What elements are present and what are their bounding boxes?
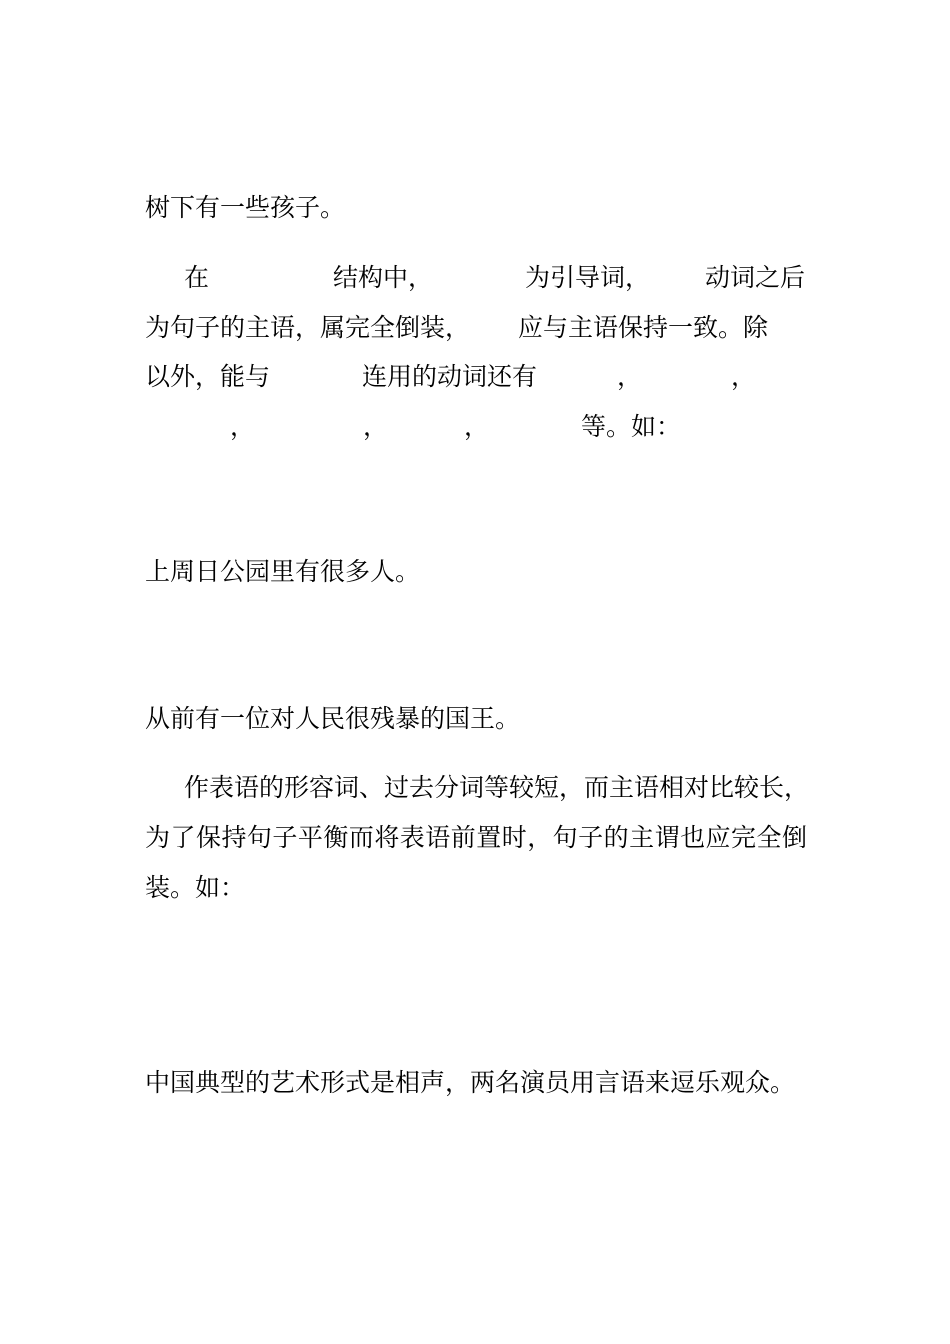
p1-l3-part-b: 连用的动词还有 <box>362 362 538 391</box>
p1-l1-part-c: 为引导词， <box>525 263 651 292</box>
p1-l4-part-a: ， <box>230 412 256 441</box>
paragraph-1-line-2 <box>0 313 950 343</box>
p1-l3-part-d: ， <box>731 362 757 391</box>
paragraph-2-line-3: 装。如： <box>145 873 246 902</box>
example-sentence-2: 上周日公园里有很多人。 <box>145 557 421 586</box>
example-sentence-3: 从前有一位对人民很残暴的国王。 <box>145 704 521 733</box>
p1-l1-part-b: 结构中， <box>333 263 434 292</box>
p1-l4-part-b: ， <box>363 412 389 441</box>
paragraph-1-line-1 <box>0 263 950 293</box>
p1-l2-part-b: 应与主语保持一致。除 <box>518 313 769 342</box>
paragraph-2-line-2: 为了保持句子平衡而将表语前置时，句子的主谓也应完全倒 <box>145 823 807 852</box>
p1-l1-part-d: 动词之后 <box>705 263 806 292</box>
example-sentence-1: 树下有一些孩子。 <box>145 193 346 222</box>
paragraph-1-line-4 <box>0 412 950 442</box>
paragraph-2-line-1: 作表语的形容词、过去分词等较短，而主语相对比较长， <box>184 773 810 802</box>
p1-l3-part-a: 以外，能与 <box>145 362 271 391</box>
p1-l1-part-a: 在 <box>184 263 210 292</box>
p1-l3-part-c: ， <box>617 362 643 391</box>
paragraph-1-line-3 <box>0 362 950 392</box>
p1-l4-part-d: 等。如： <box>581 412 682 441</box>
example-sentence-4: 中国典型的艺术形式是相声，两名演员用言语来逗乐观众。 <box>145 1068 796 1097</box>
p1-l2-part-a: 为句子的主语，属完全倒装， <box>145 313 471 342</box>
p1-l4-part-c: ， <box>464 412 490 441</box>
